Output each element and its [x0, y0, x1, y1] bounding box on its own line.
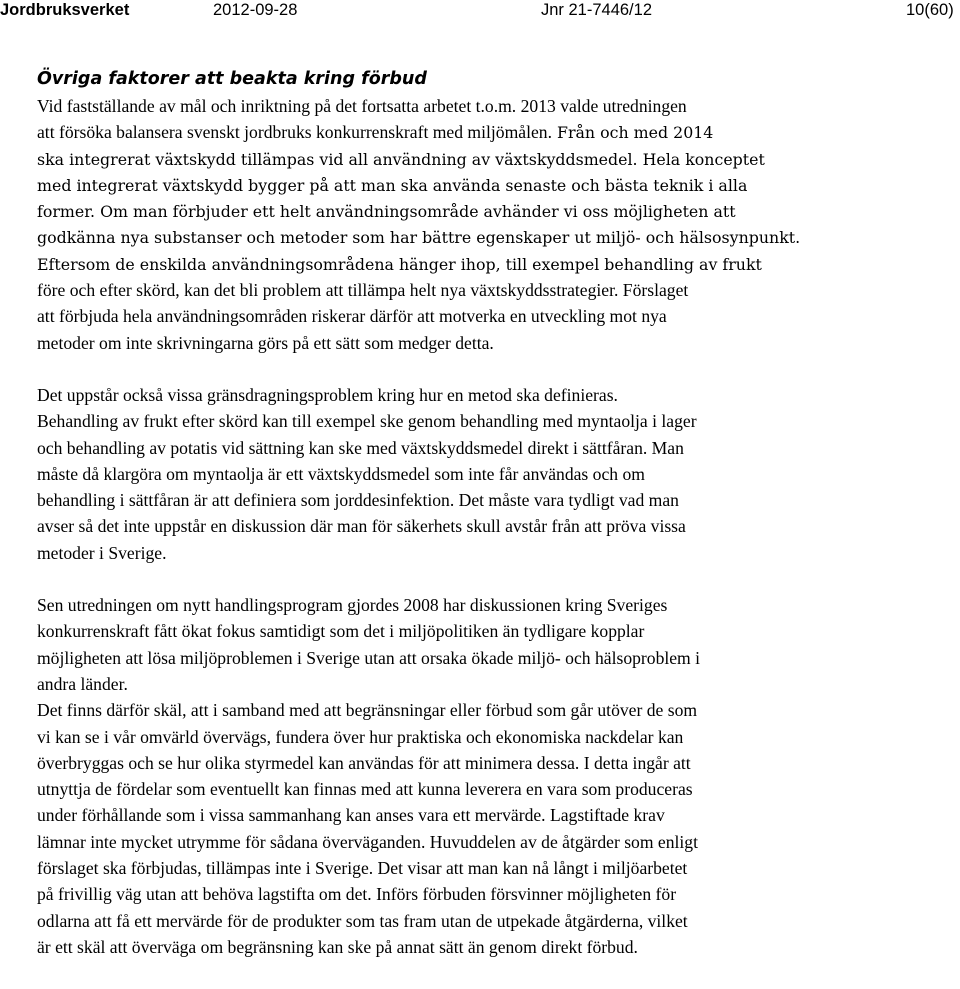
- paragraph-4: [37, 697, 947, 960]
- text-line: att förbjuda hela användningsområden riskerar därför att motverka en utveckling mot nya: [37, 306, 667, 327]
- text-segment: Hela konceptet: [637, 149, 765, 169]
- text-line: [37, 251, 947, 277]
- text-line: och behandling av potatis vid sättning kan ske med växtskyddsmedel direkt i sättfåran. Man: [37, 437, 684, 458]
- text-line: på frivillig väg utan att behöva lagstifta om det. Införs förbuden försvinner möjligheten för: [37, 884, 677, 905]
- text-line: Det finns därför skäl, att i samband med att begränsningar eller förbud som går utöver de som: [37, 700, 698, 721]
- text-line: lämnar inte mycket utrymme för sådana överväganden. Huvuddelen av de åtgärder som enligt: [37, 831, 698, 852]
- text-line: Sen utredningen om nytt handlingsprogram gjordes 2008 har diskussionen kring Sveriges: [37, 595, 668, 616]
- text-line: möjligheten att lösa miljöproblemen i Sverige utan att orsaka ökade miljö- och hälsoproblem i: [37, 647, 701, 668]
- text-segment: Om man förbjuder ett helt användningsområde avhänder vi oss möjligheten att: [95, 202, 736, 222]
- text-line: överbryggas och se hur olika styrmedel kan användas för att minimera dessa. I detta ingår att: [37, 752, 691, 773]
- text-line: andra länder.: [37, 673, 128, 694]
- text-line: konkurrenskraft fått ökat fokus samtidigt som det i miljöpolitiken än tydligare kopplar: [37, 621, 645, 642]
- text-line: förslaget ska förbjudas, tillämpas inte i Sverige. Det visar att man kan nå långt i miljöarbetet: [37, 858, 688, 879]
- text-segment: ska integrerat växtskydd tillämpas vid all användning av växtskyddsmedel.: [37, 149, 638, 169]
- text-segment: med integrerat växtskydd bygger på att man ska använda senaste och bästa teknik i alla: [37, 175, 748, 195]
- text-line: Behandling av frukt efter skörd kan till exempel ske genom behandling med myntaolja i lager: [37, 411, 697, 432]
- organization-name: Jordbruksverket: [0, 1, 130, 19]
- text-line: Det uppstår också vissa gränsdragningsproblem kring hur en metod ska definieras.: [37, 384, 618, 405]
- text-line: [37, 146, 947, 172]
- text-line: metoder om inte skrivningarna görs på ett sätt som medger detta.: [37, 332, 494, 353]
- paragraph-2: [37, 382, 947, 566]
- paragraph-spacer: [37, 566, 947, 592]
- text-line: är ett skäl att överväga om begränsning kan ske på annat sätt än genom direkt förbud.: [37, 936, 638, 957]
- page-number: 10(60): [906, 1, 954, 19]
- document-date: 2012-09-28: [213, 1, 298, 19]
- section-heading: Övriga faktorer att beakta kring förbud: [37, 69, 427, 89]
- text-segment: att försöka balansera svenskt jordbruks konkurrenskraft med miljömålen.: [37, 122, 552, 143]
- text-line: utnyttja de fördelar som eventuellt kan finnas med att kunna leverera en vara som produceras: [37, 779, 693, 800]
- text-line: vi kan se i vår omvärld övervägs, fundera över hur praktiska och ekonomiska nackdelar kan: [37, 726, 684, 747]
- document-body: [37, 66, 947, 960]
- text-line: före och efter skörd, kan det bli problem att tillämpa helt nya växtskyddsstrategier. Förslaget: [37, 280, 689, 301]
- text-line: måste då klargöra om myntaolja är ett växtskyddsmedel som inte får användas och om: [37, 463, 645, 484]
- text-line: [37, 119, 947, 145]
- text-line: [37, 172, 947, 198]
- text-line: odlarna att få ett mervärde för de produkter som tas fram utan de utpekade åtgärderna, vilket: [37, 910, 688, 931]
- text-segment: Från och med 2014: [551, 123, 714, 143]
- text-line: Vid fastställande av mål och inriktning på det fortsatta arbetet t.o.m. 2013 valde utredningen: [37, 96, 687, 116]
- paragraph-spacer: [37, 356, 947, 382]
- paragraph-1: [37, 93, 947, 356]
- text-line: metoder i Sverige.: [37, 542, 167, 563]
- text-line: under förhållande som i vissa sammanhang kan anses vara ett mervärde. Lagstiftade krav: [37, 805, 665, 826]
- paragraph-3: [37, 592, 947, 697]
- reference-number: Jnr 21-7446/12: [541, 1, 652, 19]
- text-line: avser så det inte uppstår en diskussion där man för säkerhets skull avstår från att pröva vissa: [37, 516, 686, 537]
- page-header: [0, 0, 960, 20]
- text-line: [37, 224, 947, 250]
- text-segment: Eftersom de enskilda användningsområdena hänger ihop, till exempel behandling av frukt: [37, 254, 762, 274]
- text-line: behandling i sättfåran är att definiera som jorddesinfektion. Det måste vara tydligt vad man: [37, 490, 679, 511]
- text-line: [37, 198, 947, 224]
- text-segment: former.: [37, 202, 96, 222]
- text-segment: godkänna nya substanser och metoder som har bättre egenskaper ut miljö- och hälsosynpunkt.: [37, 228, 801, 248]
